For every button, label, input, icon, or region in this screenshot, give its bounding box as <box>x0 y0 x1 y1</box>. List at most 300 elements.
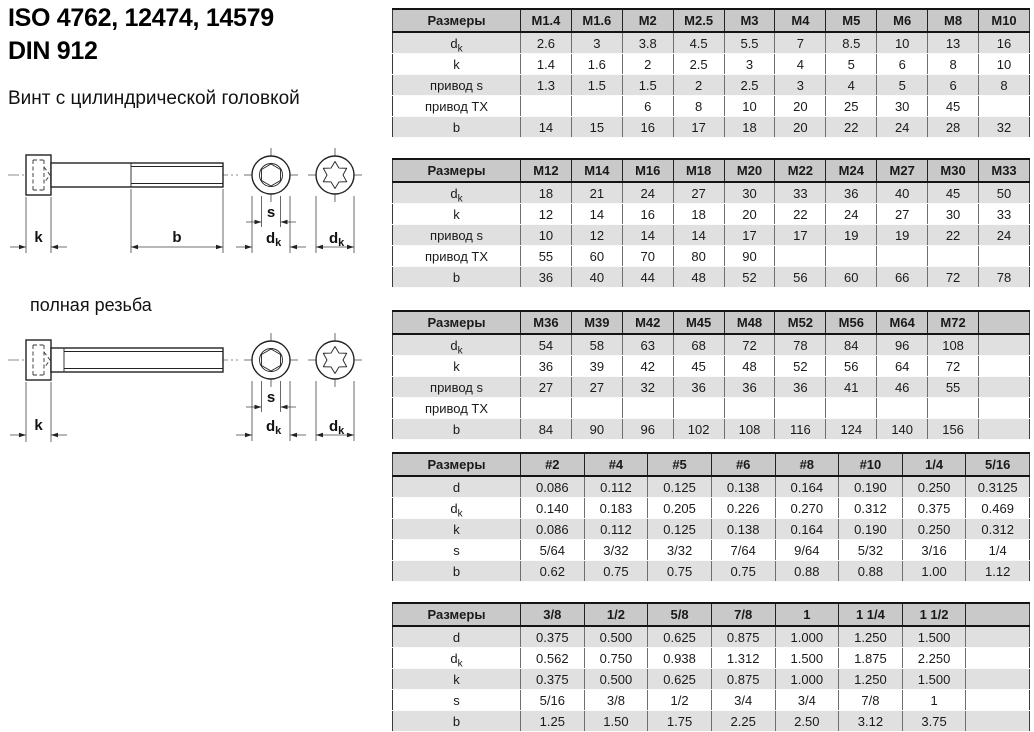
dimension-value-cell: 14 <box>622 225 673 246</box>
dimension-value-cell: 20 <box>775 96 826 117</box>
dimension-value-cell: 5.5 <box>724 32 775 54</box>
dimension-value-cell: 36 <box>724 377 775 398</box>
row-label: b <box>393 117 521 138</box>
table-row <box>393 419 1030 440</box>
dimension-value-cell: 3.75 <box>902 711 966 732</box>
dimension-value-cell: 78 <box>979 267 1030 288</box>
dimension-value-cell: 0.375 <box>902 498 966 519</box>
size-column-header: M12 <box>521 159 572 182</box>
dimension-value-cell: 0.375 <box>521 669 585 690</box>
table-row <box>393 498 1030 519</box>
head-outline-circle <box>252 156 290 194</box>
dimension-value-cell: 0.164 <box>775 519 839 540</box>
screw-head <box>26 340 51 380</box>
dimension-value-cell: 54 <box>521 334 572 356</box>
dimension-value-cell: 96 <box>877 334 928 356</box>
size-column-header: M27 <box>877 159 928 182</box>
dimension-value-cell: 2.25 <box>711 711 775 732</box>
dimension-value-cell: 0.112 <box>584 476 648 498</box>
dimension-value-cell: 52 <box>724 267 775 288</box>
dimension-value-cell: 22 <box>826 117 877 138</box>
dimension-value-cell: 2.5 <box>724 75 775 96</box>
dim-label-dk: $d_k$ <box>266 230 282 249</box>
dimension-value-cell: 1.5 <box>571 75 622 96</box>
dimension-value-cell: 0.250 <box>902 476 966 498</box>
dimension-value-cell: 18 <box>673 204 724 225</box>
row-label: $d_k$ <box>393 498 521 519</box>
dimension-value-cell: 72 <box>928 267 979 288</box>
row-label-header: Размеры <box>393 453 521 476</box>
dimension-value-cell: 1.3 <box>521 75 572 96</box>
dimension-value-cell: 24 <box>826 204 877 225</box>
dim-label-k: k <box>34 417 43 434</box>
dimension-value-cell: 28 <box>928 117 979 138</box>
dimension-value-cell: 90 <box>571 419 622 440</box>
dimension-value-cell: 108 <box>724 419 775 440</box>
row-label: $d_k$ <box>393 182 521 204</box>
table-row <box>393 648 1030 669</box>
size-column-header: #6 <box>711 453 775 476</box>
size-column-header: M64 <box>877 311 928 334</box>
dimension-value-cell: 45 <box>928 96 979 117</box>
dimension-value-cell: 17 <box>673 117 724 138</box>
table-row <box>393 267 1030 288</box>
dimension-value-cell: 1/2 <box>648 690 712 711</box>
row-label-header: Размеры <box>393 603 521 626</box>
dimension-value-cell: 18 <box>521 182 572 204</box>
dimensions-table-metric-large <box>392 310 1030 440</box>
size-column-header: 7/8 <box>711 603 775 626</box>
size-column-header <box>966 603 1030 626</box>
end-view-torx-socket <box>308 333 362 441</box>
dimension-value-cell <box>979 377 1030 398</box>
dimension-value-cell: 2.50 <box>775 711 839 732</box>
dimension-value-cell: 3.12 <box>839 711 903 732</box>
row-label: привод s <box>393 75 521 96</box>
dimension-value-cell <box>979 356 1030 377</box>
dimension-value-cell: 56 <box>826 356 877 377</box>
dimension-value-cell: 108 <box>928 334 979 356</box>
dimension-value-cell: 17 <box>724 225 775 246</box>
dimension-value-cell: 102 <box>673 419 724 440</box>
size-column-header: #5 <box>648 453 712 476</box>
size-column-header: #4 <box>584 453 648 476</box>
dimension-value-cell: 32 <box>979 117 1030 138</box>
dimension-value-cell: 20 <box>724 204 775 225</box>
dimension-value-cell: 0.140 <box>521 498 585 519</box>
dimension-value-cell <box>826 398 877 419</box>
dimension-value-cell: 12 <box>521 204 572 225</box>
screw-head <box>26 155 51 195</box>
dimension-value-cell: 3 <box>775 75 826 96</box>
dim-label-s: s <box>266 204 276 221</box>
dimension-value-cell: 0.183 <box>584 498 648 519</box>
dimension-value-cell: 27 <box>673 182 724 204</box>
dimension-value-cell: 41 <box>826 377 877 398</box>
dimension-value-cell: 55 <box>521 246 572 267</box>
dimension-value-cell: 1.500 <box>902 626 966 648</box>
dimension-value-cell: 7/64 <box>711 540 775 561</box>
dimension-value-cell: 24 <box>979 225 1030 246</box>
dimension-value-cell: 24 <box>622 182 673 204</box>
dimension-value-cell: 14 <box>571 204 622 225</box>
title-block <box>8 2 274 68</box>
row-label: k <box>393 204 521 225</box>
size-column-header: 1 <box>775 603 839 626</box>
row-label: $d_k$ <box>393 648 521 669</box>
size-column-header: M4 <box>775 9 826 32</box>
dimension-value-cell: 2 <box>622 54 673 75</box>
dimension-value-cell: 16 <box>622 204 673 225</box>
size-column-header: M6 <box>877 9 928 32</box>
dimension-value-cell: 78 <box>775 334 826 356</box>
dimension-value-cell: 21 <box>571 182 622 204</box>
dimension-value-cell: 44 <box>622 267 673 288</box>
dimension-value-cell: 27 <box>571 377 622 398</box>
table-row <box>393 334 1030 356</box>
dimension-value-cell: 1.500 <box>775 648 839 669</box>
dimension-value-cell: 1.12 <box>966 561 1030 582</box>
dimension-value-cell: 0.750 <box>584 648 648 669</box>
table-header-row <box>393 159 1030 182</box>
dimension-value-cell: 1.875 <box>839 648 903 669</box>
dimension-value-cell: 6 <box>928 75 979 96</box>
dimension-value-cell: 5 <box>826 54 877 75</box>
dimension-value-cell <box>979 96 1030 117</box>
dimension-value-cell: 42 <box>622 356 673 377</box>
dimension-value-cell: 0.500 <box>584 669 648 690</box>
dimension-value-cell: 5/64 <box>521 540 585 561</box>
row-label: $d_k$ <box>393 334 521 356</box>
dimension-value-cell: 10 <box>521 225 572 246</box>
dimension-value-cell: 0.112 <box>584 519 648 540</box>
size-column-header: M22 <box>775 159 826 182</box>
dimension-value-cell: 4.5 <box>673 32 724 54</box>
dimension-value-cell: 36 <box>521 356 572 377</box>
table-row <box>393 377 1030 398</box>
dimension-value-cell: 6 <box>877 54 928 75</box>
row-label: k <box>393 54 521 75</box>
dimension-value-cell: 30 <box>877 96 928 117</box>
dimension-value-cell: 0.270 <box>775 498 839 519</box>
dimension-value-cell: 33 <box>775 182 826 204</box>
size-column-header: M20 <box>724 159 775 182</box>
dimension-value-cell: 1 <box>902 690 966 711</box>
dimension-value-cell: 40 <box>877 182 928 204</box>
table-row <box>393 519 1030 540</box>
row-label: b <box>393 419 521 440</box>
dimension-value-cell: 17 <box>775 225 826 246</box>
size-column-header: M3 <box>724 9 775 32</box>
dimension-tables-column <box>392 8 1032 732</box>
dimensions-table-metric-small <box>392 8 1030 138</box>
dimension-value-cell <box>979 334 1030 356</box>
size-column-header: 1/2 <box>584 603 648 626</box>
row-label: s <box>393 540 521 561</box>
dimension-value-cell <box>571 96 622 117</box>
dimension-value-cell: 0.562 <box>521 648 585 669</box>
head-outline-circle <box>252 341 290 379</box>
table-row <box>393 540 1030 561</box>
dimension-value-cell: 8.5 <box>826 32 877 54</box>
table-row <box>393 711 1030 732</box>
dimension-value-cell: 3.8 <box>622 32 673 54</box>
dimension-b <box>131 189 223 253</box>
dim-label-b: b <box>172 229 182 246</box>
end-view-torx-socket <box>308 148 362 253</box>
dimension-value-cell: 20 <box>775 117 826 138</box>
dimension-value-cell: 14 <box>673 225 724 246</box>
row-label: привод s <box>393 225 521 246</box>
dimension-value-cell: 64 <box>877 356 928 377</box>
dimension-value-cell: 60 <box>571 246 622 267</box>
size-column-header: #10 <box>839 453 903 476</box>
dimension-value-cell: 45 <box>928 182 979 204</box>
dimension-value-cell: 1.25 <box>521 711 585 732</box>
dimension-value-cell: 0.190 <box>839 519 903 540</box>
dimension-value-cell: 7/8 <box>839 690 903 711</box>
size-column-header: 5/8 <box>648 603 712 626</box>
table-row <box>393 669 1030 690</box>
dimension-value-cell: 8 <box>928 54 979 75</box>
dimension-value-cell: 8 <box>979 75 1030 96</box>
dimension-value-cell <box>966 690 1030 711</box>
dimension-value-cell: 0.205 <box>648 498 712 519</box>
size-column-header: #2 <box>521 453 585 476</box>
dimension-value-cell: 25 <box>826 96 877 117</box>
size-column-header: M18 <box>673 159 724 182</box>
dim-label-s: s <box>266 389 276 406</box>
dimension-value-cell: 3/16 <box>902 540 966 561</box>
dimension-value-cell <box>724 398 775 419</box>
size-column-header: 1 1/4 <box>839 603 903 626</box>
dimension-value-cell <box>966 711 1030 732</box>
dimension-value-cell: 66 <box>877 267 928 288</box>
dimension-value-cell <box>979 419 1030 440</box>
side-view <box>8 155 238 253</box>
dimension-dk <box>316 381 354 441</box>
side-view <box>8 340 238 442</box>
size-column-header: M5 <box>826 9 877 32</box>
dimension-value-cell: 0.625 <box>648 669 712 690</box>
dimension-value-cell <box>979 398 1030 419</box>
dimension-value-cell: 10 <box>979 54 1030 75</box>
dimension-value-cell: 72 <box>928 356 979 377</box>
dimensions-table-metric-medium <box>392 158 1030 288</box>
dimension-value-cell: 2.250 <box>902 648 966 669</box>
dimension-value-cell: 10 <box>724 96 775 117</box>
table-row <box>393 398 1030 419</box>
table-slot-imperial-large <box>392 602 1032 732</box>
size-column-header: 5/16 <box>966 453 1030 476</box>
dimension-value-cell <box>966 669 1030 690</box>
dimension-value-cell: 5 <box>877 75 928 96</box>
dimension-value-cell: 140 <box>877 419 928 440</box>
dimension-value-cell: 4 <box>775 54 826 75</box>
dimension-value-cell: 0.375 <box>521 626 585 648</box>
size-column-header: 3/8 <box>521 603 585 626</box>
row-label: привод TX <box>393 246 521 267</box>
dimension-value-cell: 1.6 <box>571 54 622 75</box>
dimension-value-cell: 70 <box>622 246 673 267</box>
dimension-value-cell: 48 <box>724 356 775 377</box>
dimension-value-cell <box>673 398 724 419</box>
dimension-value-cell: 1/4 <box>966 540 1030 561</box>
dimension-value-cell: 2 <box>673 75 724 96</box>
dimension-value-cell: 27 <box>521 377 572 398</box>
table-row <box>393 75 1030 96</box>
dim-label-k: k <box>34 229 43 246</box>
row-label: k <box>393 669 521 690</box>
table-slot-metric-small <box>392 8 1032 138</box>
dimension-value-cell: 1.000 <box>775 669 839 690</box>
dimension-value-cell: 6 <box>622 96 673 117</box>
dimension-value-cell: 0.125 <box>648 476 712 498</box>
dimension-value-cell: 52 <box>775 356 826 377</box>
dimension-value-cell: 5/32 <box>839 540 903 561</box>
size-column-header: M30 <box>928 159 979 182</box>
screw-type-subtitle: Винт с цилиндрической головкой <box>8 88 300 109</box>
dimension-value-cell: 63 <box>622 334 673 356</box>
end-view-hex-socket <box>236 333 306 441</box>
dimension-value-cell: 0.312 <box>966 519 1030 540</box>
size-column-header <box>979 311 1030 334</box>
dimension-value-cell: 3 <box>571 32 622 54</box>
dimension-value-cell: 19 <box>877 225 928 246</box>
table-header-row <box>393 311 1030 334</box>
dimension-value-cell: 0.138 <box>711 476 775 498</box>
dimension-k <box>10 382 67 442</box>
row-label: b <box>393 267 521 288</box>
dimension-value-cell: 33 <box>979 204 1030 225</box>
table-row <box>393 626 1030 648</box>
dimension-value-cell: 19 <box>826 225 877 246</box>
dimension-value-cell: 36 <box>826 182 877 204</box>
size-column-header: M72 <box>928 311 979 334</box>
dimension-value-cell: 3/32 <box>584 540 648 561</box>
row-label-header: Размеры <box>393 9 521 32</box>
dimension-value-cell <box>826 246 877 267</box>
table-row <box>393 561 1030 582</box>
table-row <box>393 32 1030 54</box>
dimension-value-cell: 60 <box>826 267 877 288</box>
dimensions-table-imperial-small <box>392 452 1030 582</box>
dimension-value-cell: 116 <box>775 419 826 440</box>
dimension-value-cell: 39 <box>571 356 622 377</box>
dimension-value-cell <box>521 96 572 117</box>
dimension-value-cell: 58 <box>571 334 622 356</box>
table-slot-metric-large <box>392 310 1032 440</box>
dimension-value-cell: 0.190 <box>839 476 903 498</box>
size-column-header: M16 <box>622 159 673 182</box>
size-column-header: M33 <box>979 159 1030 182</box>
dimension-value-cell: 156 <box>928 419 979 440</box>
size-column-header: M10 <box>979 9 1030 32</box>
size-column-header: M52 <box>775 311 826 334</box>
page-title-iso: ISO 4762, 12474, 14579 <box>8 4 274 32</box>
dimension-value-cell: 22 <box>928 225 979 246</box>
page-title-din: DIN 912 <box>8 37 98 65</box>
size-column-header: 1 1/2 <box>902 603 966 626</box>
dimension-value-cell: 46 <box>877 377 928 398</box>
row-label-header: Размеры <box>393 311 521 334</box>
size-column-header: 1/4 <box>902 453 966 476</box>
dimension-value-cell: 0.125 <box>648 519 712 540</box>
table-row <box>393 225 1030 246</box>
dimension-value-cell: 56 <box>775 267 826 288</box>
dimension-value-cell <box>521 398 572 419</box>
size-column-header: M39 <box>571 311 622 334</box>
dimension-value-cell: 0.62 <box>521 561 585 582</box>
dimension-value-cell: 0.88 <box>775 561 839 582</box>
row-label: d <box>393 626 521 648</box>
dimension-value-cell: 0.086 <box>521 476 585 498</box>
dimension-value-cell: 84 <box>826 334 877 356</box>
size-column-header: M45 <box>673 311 724 334</box>
dimension-value-cell <box>877 398 928 419</box>
dimension-value-cell: 0.250 <box>902 519 966 540</box>
dimension-value-cell: 50 <box>979 182 1030 204</box>
dimension-value-cell: 16 <box>979 32 1030 54</box>
dimension-value-cell: 90 <box>724 246 775 267</box>
dimension-value-cell: 1.250 <box>839 669 903 690</box>
dimension-value-cell: 3/32 <box>648 540 712 561</box>
dimension-value-cell: 2.6 <box>521 32 572 54</box>
size-column-header: M2 <box>622 9 673 32</box>
dimension-value-cell: 80 <box>673 246 724 267</box>
table-slot-metric-medium <box>392 158 1032 288</box>
dimension-value-cell: 124 <box>826 419 877 440</box>
dimension-k <box>10 197 67 253</box>
table-row <box>393 182 1030 204</box>
dim-label-dk: $d_k$ <box>266 418 282 437</box>
dimension-value-cell <box>775 246 826 267</box>
table-row <box>393 96 1030 117</box>
dimension-value-cell: 22 <box>775 204 826 225</box>
size-column-header: M56 <box>826 311 877 334</box>
dimension-value-cell: 36 <box>521 267 572 288</box>
dimension-value-cell: 30 <box>928 204 979 225</box>
dimension-value-cell <box>928 246 979 267</box>
table-row <box>393 690 1030 711</box>
dimension-value-cell: 72 <box>724 334 775 356</box>
dimension-value-cell: 1.5 <box>622 75 673 96</box>
dimension-value-cell: 7 <box>775 32 826 54</box>
dimension-value-cell: 0.164 <box>775 476 839 498</box>
dimension-value-cell: 1.4 <box>521 54 572 75</box>
dimension-value-cell: 0.086 <box>521 519 585 540</box>
dimension-value-cell: 0.312 <box>839 498 903 519</box>
row-label: $d_k$ <box>393 32 521 54</box>
dimension-value-cell: 55 <box>928 377 979 398</box>
dimension-value-cell: 14 <box>521 117 572 138</box>
dimension-value-cell <box>775 398 826 419</box>
dimension-value-cell: 0.469 <box>966 498 1030 519</box>
row-label: k <box>393 519 521 540</box>
dimension-dk <box>316 196 354 253</box>
dimension-value-cell: 84 <box>521 419 572 440</box>
size-column-header: M36 <box>521 311 572 334</box>
screw-drawing-full-thread <box>6 318 378 456</box>
size-column-header: M1.6 <box>571 9 622 32</box>
dimension-value-cell: 1.312 <box>711 648 775 669</box>
dimension-value-cell <box>966 648 1030 669</box>
dimension-value-cell: 45 <box>673 356 724 377</box>
table-row <box>393 204 1030 225</box>
dimension-value-cell: 12 <box>571 225 622 246</box>
size-column-header: M48 <box>724 311 775 334</box>
table-row <box>393 476 1030 498</box>
